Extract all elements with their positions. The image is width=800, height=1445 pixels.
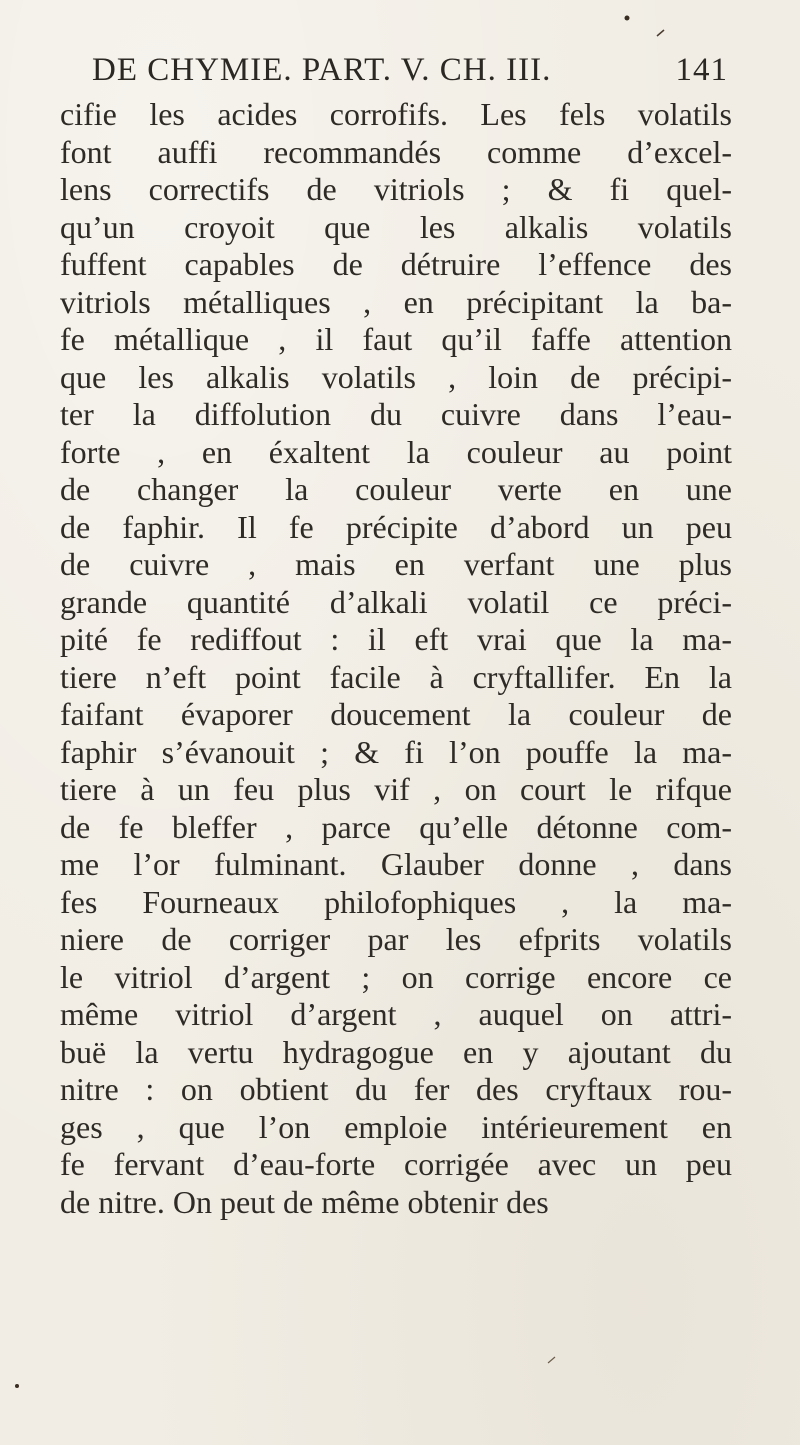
text-line: de nitre. On peut de même obtenir des	[60, 1183, 549, 1220]
page-number: 141	[675, 52, 728, 88]
text-line: nitre : on obtient du fer des cryftaux rou-	[60, 1071, 732, 1107]
text-line: faifant évaporer doucement la couleur de	[60, 696, 732, 732]
text-line: de cuivre , mais en verfant une plus	[60, 546, 732, 582]
ink-speck	[625, 16, 630, 21]
text-line: fe fervant d’eau-forte corrigée avec un peu	[60, 1146, 732, 1182]
text-line: lens correctifs de vitriols ; & fi quel-	[60, 171, 732, 207]
text-line: tiere à un feu plus vif , on court le rifque	[60, 771, 732, 807]
text-line: pité fe rediffout : il eft vrai que la ma-	[60, 621, 732, 657]
text-line: de faphir. Il fe précipite d’abord un peu	[60, 508, 732, 545]
text-line: fuffent capables de détruire l’effence des	[60, 246, 732, 282]
text-line: cifie les acides corrofifs. Les fels volatils	[60, 96, 732, 132]
text-line: faphir s’évanouit ; & fi l’on pouffe la ma-	[60, 733, 732, 770]
text-line: tiere n’eft point facile à cryftallifer. En la	[60, 658, 732, 695]
text-line: forte , en éxaltent la couleur au point	[60, 433, 732, 470]
text-line: fe métallique , il faut qu’il faffe attention	[60, 321, 732, 357]
ink-speck	[15, 1384, 19, 1388]
text-line: de changer la couleur verte en une	[60, 471, 732, 507]
text-line: que les alkalis volatils , loin de précipi-	[60, 358, 732, 395]
running-header	[92, 52, 728, 96]
text-line: grande quantité d’alkali volatil ce préci-	[60, 583, 732, 620]
text-line: ges , que l’on emploie intérieurement en	[60, 1108, 732, 1145]
text-line: me l’or fulminant. Glauber donne , dans	[60, 846, 732, 882]
ink-tick	[548, 1357, 555, 1363]
text-line: même vitriol d’argent , auquel on attri-	[60, 996, 732, 1032]
text-line: fes Fourneaux philofophiques , la ma-	[60, 883, 732, 920]
text-line: buë la vertu hydragogue en y ajoutant du	[60, 1033, 732, 1070]
text-line: vitriols métalliques , en précipitant la ba-	[60, 283, 732, 320]
text-line: ter la diffolution du cuivre dans l’eau-	[60, 396, 732, 432]
body-text	[60, 96, 732, 1221]
text-line: de fe bleffer , parce qu’elle détonne com-	[60, 808, 732, 845]
text-line: qu’un croyoit que les alkalis volatils	[60, 208, 732, 245]
ink-tick	[657, 30, 664, 36]
text-line: font auffi recommandés comme d’excel-	[60, 133, 732, 170]
text-line: le vitriol d’argent ; on corrige encore ce	[60, 958, 732, 995]
text-line: niere de corriger par les efprits volatils	[60, 921, 732, 957]
running-title: DE CHYMIE. PART. V. CH. III.	[92, 52, 552, 88]
